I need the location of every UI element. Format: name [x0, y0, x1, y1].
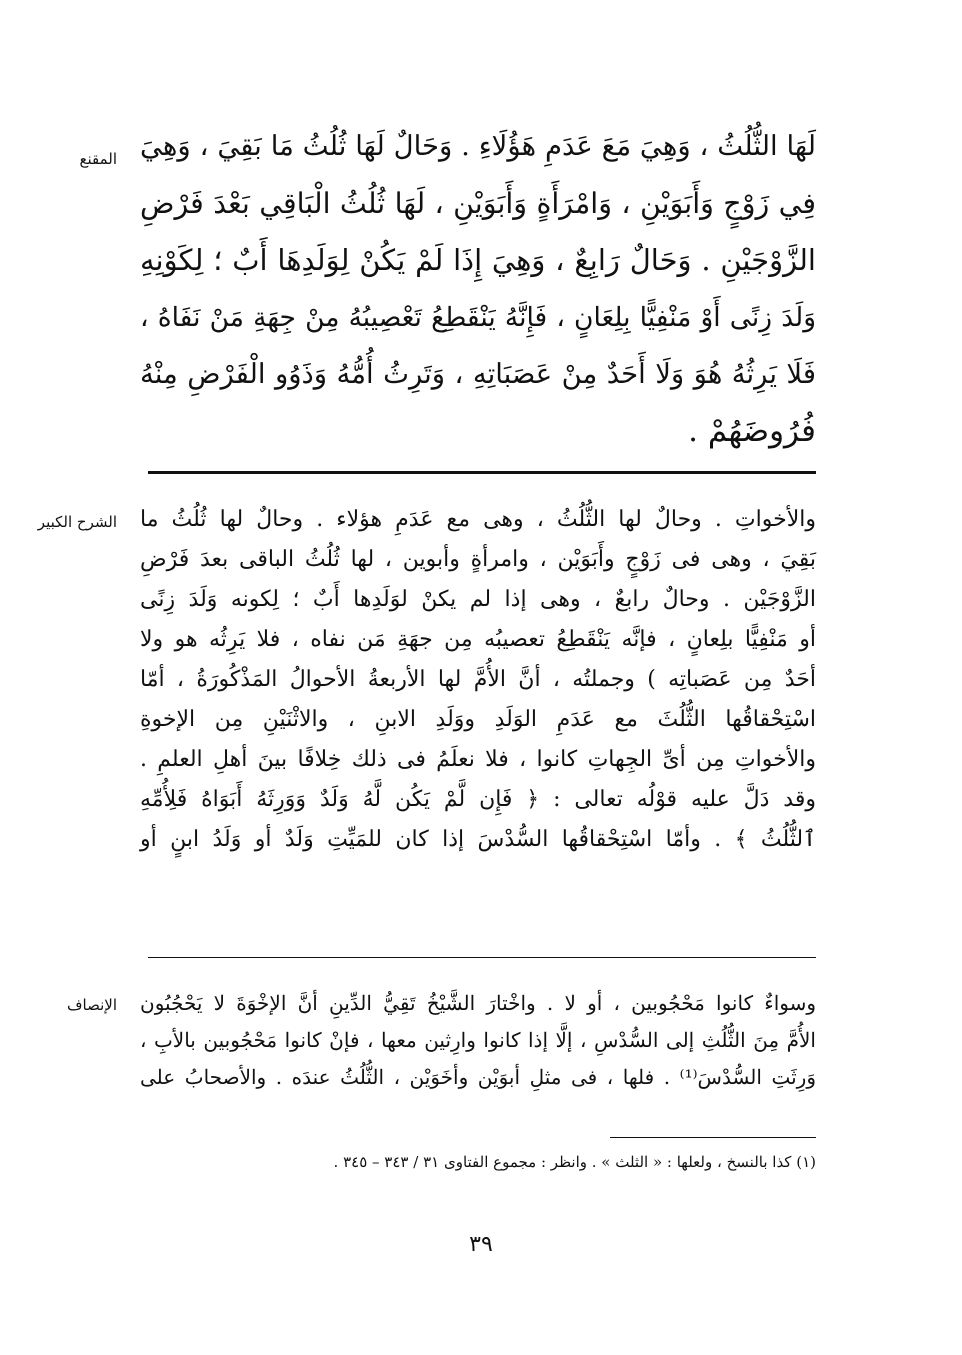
sharh-line: والأخواتِ مِن أىِّ الجِهاتِ كانوا ، فلا نعلَمُ فى ذلك خِلافًا بينَ أهلِ العلمِ .	[140, 747, 816, 772]
footnote-separator	[610, 1137, 816, 1138]
muqni-text-block	[140, 118, 816, 460]
section-divider-thick	[148, 471, 816, 474]
sharh-line: أحَدٌ مِن عَصَباتِه ) وجملتُه ، أنَّ الأُمَّ لها الأربعةُ الأحوالُ المَذْكُورَةُ ، أمّا	[140, 667, 816, 692]
page-number: ٣٩	[469, 1232, 493, 1257]
sharh-line: وقد دَلَّ عليه قوْلُه تعالى : ﴿ فَإِن لَّمْ يَكُن لَّهُ وَلَدٌ وَوَرِثَهُ أَبَوَاهُ فَلِأُمِّهِ	[140, 787, 816, 812]
sharh-line: الزَّوْجَيْن . وحالٌ رابعٌ ، وهى إذا لم يكنْ لوَلَدِها أَبٌ ؛ لِكونه وَلَدَ زِنًى	[140, 587, 816, 612]
muqni-line: لَهَا الثُّلُثُ ، وَهِيَ مَعَ عَدَمِ هَؤُلَاءِ . وَحَالٌ لَهَا ثُلُثُ مَا بَقِيَ ، وَهِيَ	[140, 130, 816, 162]
muqni-line: فِي زَوْجٍ وَأَبَوَيْنِ ، وَامْرَأَةٍ وَأَبَوَيْنِ ، لَهَا ثُلُثُ الْبَاقِي بَعْدَ فَرْضِ	[140, 187, 816, 220]
sharh-line: بَقِيَ ، وهى فى زَوْجٍ وأَبَوَيْن ، وامرأةٍ وأبوين ، لها ثُلُثُ الباقى بعدَ فَرْضِ	[140, 547, 816, 572]
section-label-muqni: المقنع	[79, 150, 117, 168]
section-label-sharh: الشرح الكبير	[37, 513, 117, 531]
sharh-text-block	[140, 500, 816, 860]
insaf-line: وَرِثَتِ السُّدْسَ⁽¹⁾ . فلها ، فى مثلِ أبوَيْن وأخَوَيْن ، الثُّلُثُ عندَه . والأصحابُ على	[140, 1065, 816, 1089]
footnote: (١) كذا بالنسخ ، ولعلها : « الثلث » . وانظر : مجموع الفتاوى ٣١ / ٣٤٣ – ٣٤٥ .	[333, 1153, 816, 1171]
insaf-line: وسواءٌ كانوا مَحْجُوبين ، أو لا . واخْتارَ الشَّيْخُ تَقِيُّ الدِّينِ أنَّ الإخْوَةَ لا يَحْجُبُون	[140, 991, 816, 1015]
muqni-line: فَلَا يَرِثُهُ هُوَ وَلَا أَحَدٌ مِنْ عَصَبَاتِهِ ، وَتَرِثُ أُمُّهُ وَذَوُو الْفَرْضِ مِنْهُ	[140, 358, 816, 390]
section-divider-thin	[148, 957, 816, 958]
sharh-line: والأخواتِ . وحالٌ لها الثُّلُثُ ، وهى مع عَدَمِ هؤلاء . وحالٌ لها ثُلُثُ ما	[140, 507, 816, 532]
sharh-line: ٱلثُّلُثُ ﴾ . وأمّا اسْتِحْقاقُها السُّدْسَ إذا كان للمَيِّتِ وَلَدٌ أو وَلَدُ ابنٍ أو	[140, 827, 816, 852]
muqni-line: وَلَدَ زِنًى أَوْ مَنْفِيًّا بِلِعَانٍ ، فَإِنَّهُ يَنْقَطِعُ تَعْصِيبُهُ مِنْ جِهَةِ مَنْ نَفَاهُ ،	[140, 302, 816, 333]
insaf-line: الأُمَّ مِنَ الثُّلُثِ إلى السُّدْسِ ، إلَّا إذا كانوا وارِثين معها ، فإنْ كانوا مَحْجُوبين بالأبِ ،	[140, 1028, 816, 1052]
section-label-insaf: الإنصاف	[66, 996, 117, 1014]
sharh-line: اسْتِحْقاقُها الثُّلُثَ مع عَدَمِ الوَلَدِ ووَلَدِ الابنِ ، والاثْنَيْنِ مِن الإخوةِ	[140, 707, 816, 732]
muqni-line: الزَّوْجَيْنِ . وَحَالٌ رَابِعٌ ، وَهِيَ إِذَا لَمْ يَكُنْ لِوَلَدِهَا أَبٌ ؛ لِكَوْنِهِ	[140, 243, 816, 277]
insaf-text-block	[140, 985, 816, 1096]
muqni-line: فُرُوضَهُمْ .	[688, 413, 816, 449]
sharh-line: أو مَنْفِيًّا بلِعانٍ ، فإنَّه يَنْقَطِعُ تعصيبُه مِن جهَةِ مَن نفاه ، فلا يَرِثُه هو ولا	[140, 627, 816, 652]
